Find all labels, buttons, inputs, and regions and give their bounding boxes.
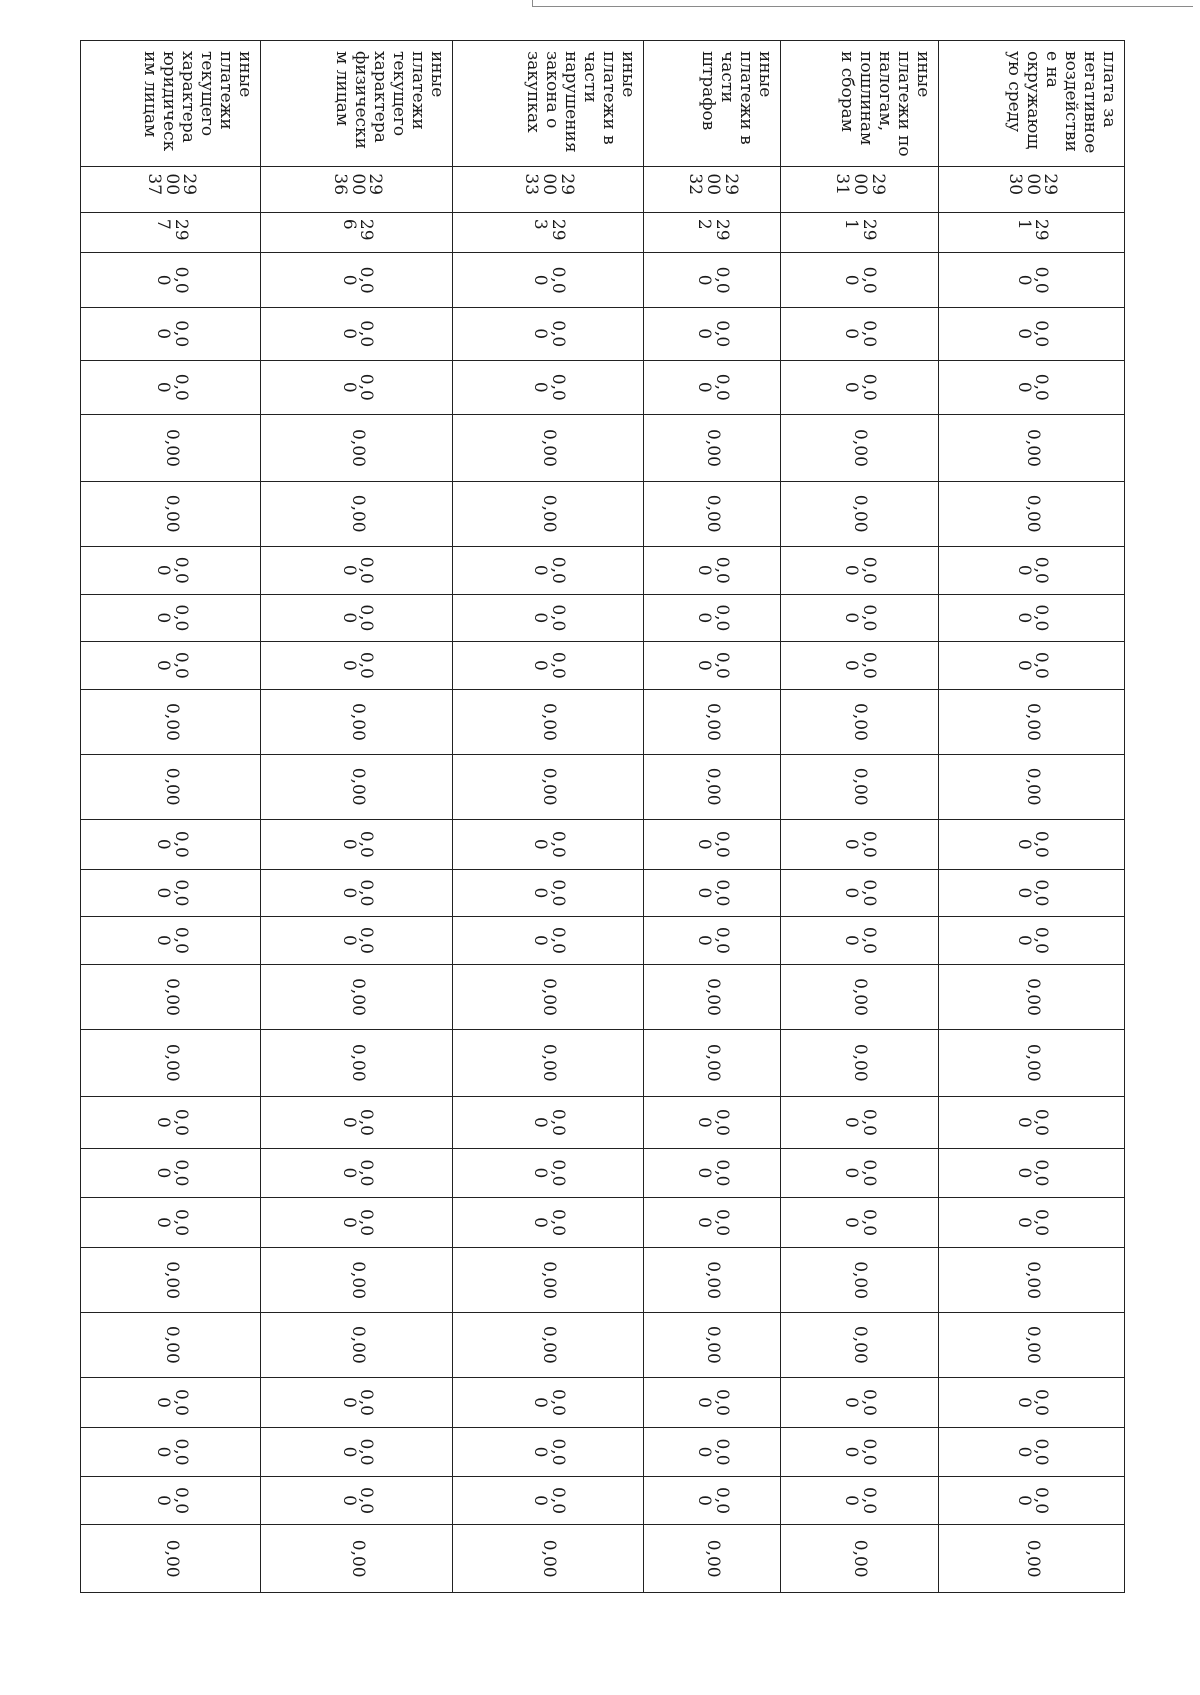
value-cell: 0,00 (81, 754, 261, 819)
value-cell: 0,0 0 (261, 307, 452, 360)
value-cell: 0,00 (261, 690, 452, 755)
row-name-line: воздействи (1060, 51, 1081, 152)
value-cell: 0,0 0 (81, 870, 261, 917)
row-name-line: налогам, (875, 51, 896, 132)
value-cell: 0,00 (939, 754, 1125, 819)
value-cell: 0,0 0 (81, 1476, 261, 1525)
row-name-cell (644, 41, 781, 167)
row-subcode-part: 2 (693, 218, 714, 230)
row-name-line: м лицам (331, 51, 352, 127)
value-cell: 0,00 (452, 1029, 643, 1096)
value-cell: 0,0 0 (452, 1476, 643, 1525)
value-cell: 0,0 0 (644, 1197, 781, 1248)
value-cell: 0,0 0 (81, 595, 261, 642)
row-name-line: окружающ (1022, 51, 1043, 150)
row-name-line: части (716, 51, 737, 103)
row-code-part: 37 (143, 173, 164, 196)
row-subcode-part: 3 (529, 218, 550, 230)
value-cell: 0,00 (644, 1312, 781, 1377)
value-cell: 0,0 0 (644, 641, 781, 690)
value-cell: 0,0 0 (261, 595, 452, 642)
value-cell: 0,0 0 (81, 916, 261, 965)
value-cell: 0,0 0 (452, 546, 643, 595)
row-subcode-part: 29 (170, 218, 191, 241)
value-cell: 0,00 (81, 1029, 261, 1096)
value-cell: 0,00 (644, 481, 781, 546)
value-cell: 0,0 0 (939, 360, 1125, 415)
value-cell: 0,00 (780, 1248, 939, 1313)
value-cell: 0,00 (644, 965, 781, 1030)
value-cell: 0,0 0 (939, 595, 1125, 642)
value-cell: 0,00 (261, 965, 452, 1030)
table-row (780, 41, 939, 1660)
row-subcode-part: 1 (841, 218, 862, 230)
value-cell: 0,00 (81, 481, 261, 546)
value-cell: 0,0 0 (81, 546, 261, 595)
row-code-cell (939, 167, 1125, 213)
value-cell: 0,0 0 (452, 870, 643, 917)
value-cell: 0,00 (261, 1312, 452, 1377)
value-cell: 0,0 0 (780, 1377, 939, 1428)
row-subcode-part: 7 (152, 218, 173, 230)
value-cell: 0,00 (261, 1029, 452, 1096)
table-row (452, 41, 643, 1660)
value-cell: 0,0 0 (939, 1149, 1125, 1198)
value-cell: 0,0 0 (780, 819, 939, 870)
value-cell: 0,00 (261, 1248, 452, 1313)
value-cell: 0,0 0 (452, 1428, 643, 1477)
value-cell: 0,00 (452, 481, 643, 546)
row-name-line: им лицам (140, 51, 161, 138)
row-name-cell (452, 41, 643, 167)
value-cell: 0,0 0 (644, 360, 781, 415)
value-cell: 0,0 0 (939, 870, 1125, 917)
row-name-line: характера (369, 51, 390, 143)
value-cell: 0,00 (939, 690, 1125, 755)
value-cell: 0,0 0 (780, 253, 939, 308)
value-cell: 0,0 0 (780, 1197, 939, 1248)
value-cell: 0,00 (780, 1525, 939, 1593)
value-cell: 0,00 (939, 1248, 1125, 1313)
value-cell: 0,00 (780, 690, 939, 755)
value-cell: 0,0 0 (261, 1197, 452, 1248)
row-code-part: 00 (850, 173, 871, 196)
value-cell: 0,0 0 (81, 1096, 261, 1149)
row-name-cell (939, 41, 1125, 167)
value-cell: 0,0 0 (644, 870, 781, 917)
value-cell: 0,0 0 (644, 1096, 781, 1149)
row-code-part: 29 (365, 173, 386, 196)
value-cell: 0,00 (780, 1312, 939, 1377)
value-cell: 0,0 0 (261, 1476, 452, 1525)
value-cell: 0,0 0 (81, 1149, 261, 1198)
value-cell: 0,0 0 (452, 1149, 643, 1198)
value-cell: 0,0 0 (939, 546, 1125, 595)
value-cell: 0,0 0 (452, 819, 643, 870)
row-name-line: негативное (1079, 51, 1100, 154)
value-cell: 0,00 (780, 481, 939, 546)
value-cell: 0,0 0 (261, 1377, 452, 1428)
row-name-line: платежи в (735, 51, 756, 145)
row-subcode-cell (644, 212, 781, 252)
row-name-line: платежи по (894, 51, 915, 157)
rotated-table-sheet (80, 40, 1125, 1660)
row-name-line: характера (178, 51, 199, 143)
value-cell: 0,00 (452, 754, 643, 819)
row-name-line: иные (754, 51, 775, 98)
value-cell: 0,0 0 (261, 870, 452, 917)
row-subcode-cell (81, 212, 261, 252)
value-cell: 0,0 0 (644, 595, 781, 642)
row-code-part: 00 (1022, 173, 1043, 196)
row-code-part: 29 (720, 173, 741, 196)
table-row (644, 41, 781, 1660)
value-cell: 0,0 0 (261, 641, 452, 690)
row-subcode-part: 1 (1013, 218, 1034, 230)
value-cell: 0,0 0 (261, 1096, 452, 1149)
value-cell: 0,00 (644, 1029, 781, 1096)
value-cell: 0,00 (452, 1312, 643, 1377)
value-cell: 0,00 (939, 415, 1125, 482)
value-cell: 0,0 0 (644, 1377, 781, 1428)
value-cell: 0,0 0 (644, 916, 781, 965)
value-cell: 0,00 (452, 1525, 643, 1593)
value-cell: 0,00 (780, 415, 939, 482)
value-cell: 0,00 (81, 965, 261, 1030)
value-cell: 0,0 0 (780, 1096, 939, 1149)
value-cell: 0,0 0 (81, 307, 261, 360)
value-cell: 0,00 (452, 965, 643, 1030)
value-cell: 0,0 0 (452, 307, 643, 360)
value-cell: 0,00 (780, 1029, 939, 1096)
value-cell: 0,00 (81, 1312, 261, 1377)
value-cell: 0,00 (780, 965, 939, 1030)
row-name-line: закупках (522, 51, 543, 133)
row-name-line: иные (235, 51, 256, 98)
table-row (81, 41, 261, 1660)
value-cell: 0,0 0 (644, 1476, 781, 1525)
value-cell: 0,00 (939, 1312, 1125, 1377)
row-subcode-cell (780, 212, 939, 252)
row-name-line: юридическ (159, 51, 180, 152)
row-code-cell (644, 167, 781, 213)
value-cell: 0,0 0 (81, 1197, 261, 1248)
value-cell: 0,0 0 (81, 360, 261, 415)
row-name-line: части (579, 51, 600, 103)
value-cell: 0,00 (81, 1248, 261, 1313)
row-code-part: 00 (538, 173, 559, 196)
value-cell: 0,00 (939, 1525, 1125, 1593)
value-cell: 0,00 (644, 690, 781, 755)
value-cell: 0,0 0 (644, 307, 781, 360)
row-subcode-part: 6 (338, 218, 359, 230)
value-cell: 0,00 (261, 1525, 452, 1593)
row-code-part: 00 (161, 173, 182, 196)
value-cell: 0,0 0 (452, 360, 643, 415)
row-subcode-cell (261, 212, 452, 252)
value-cell: 0,0 0 (452, 916, 643, 965)
row-code-cell (780, 167, 939, 213)
value-cell: 0,00 (452, 1248, 643, 1313)
value-cell: 0,0 0 (81, 641, 261, 690)
row-code-cell (81, 167, 261, 213)
value-cell: 0,0 0 (452, 595, 643, 642)
value-cell: 0,00 (261, 754, 452, 819)
value-cell: 0,0 0 (939, 253, 1125, 308)
row-code-cell (261, 167, 452, 213)
value-cell: 0,00 (644, 415, 781, 482)
row-code-part: 29 (556, 173, 577, 196)
row-code-part: 36 (329, 173, 350, 196)
row-name-line: пошлинам (856, 51, 877, 146)
value-cell: 0,0 0 (452, 641, 643, 690)
value-cell: 0,0 0 (81, 1377, 261, 1428)
value-cell: 0,0 0 (939, 1197, 1125, 1248)
value-cell: 0,00 (939, 965, 1125, 1030)
value-cell: 0,00 (81, 1525, 261, 1593)
row-name-line: иные (913, 51, 934, 98)
value-cell: 0,0 0 (261, 819, 452, 870)
value-cell: 0,0 0 (81, 819, 261, 870)
payments-table (80, 40, 1125, 1660)
row-name-line: е на (1041, 51, 1062, 88)
value-cell: 0,0 0 (644, 1428, 781, 1477)
row-name-line: и сборам (837, 51, 858, 132)
row-name-line: штрафов (697, 51, 718, 131)
value-cell: 0,0 0 (939, 916, 1125, 965)
row-code-cell (452, 167, 643, 213)
row-code-part: 29 (1040, 173, 1061, 196)
value-cell: 0,0 0 (81, 1428, 261, 1477)
row-code-part: 00 (347, 173, 368, 196)
row-name-line: нарушения (560, 51, 581, 153)
row-name-line: физически (350, 51, 371, 150)
value-cell: 0,00 (452, 415, 643, 482)
row-subcode-part: 29 (711, 218, 732, 241)
value-cell: 0,0 0 (261, 916, 452, 965)
row-name-line: текущего (388, 51, 409, 137)
row-name-line: закона о (541, 51, 562, 129)
value-cell: 0,00 (644, 754, 781, 819)
value-cell: 0,0 0 (644, 1149, 781, 1198)
row-code-part: 31 (832, 173, 853, 196)
row-name-line: плата за (1099, 51, 1119, 128)
value-cell: 0,0 0 (644, 253, 781, 308)
row-name-line: ую среду (1003, 51, 1024, 133)
row-subcode-cell (939, 212, 1125, 252)
row-subcode-cell (452, 212, 643, 252)
value-cell: 0,00 (644, 1525, 781, 1593)
row-code-part: 00 (702, 173, 723, 196)
value-cell: 0,0 0 (780, 595, 939, 642)
row-name-cell (780, 41, 939, 167)
value-cell: 0,0 0 (780, 360, 939, 415)
value-cell: 0,00 (939, 481, 1125, 546)
value-cell: 0,0 0 (81, 253, 261, 308)
value-cell: 0,0 0 (452, 253, 643, 308)
value-cell: 0,0 0 (939, 1476, 1125, 1525)
row-name-line: иные (618, 51, 639, 98)
value-cell: 0,00 (644, 1248, 781, 1313)
scan-edge-line (532, 0, 1193, 7)
value-cell: 0,0 0 (452, 1096, 643, 1149)
value-cell: 0,0 0 (780, 546, 939, 595)
value-cell: 0,0 0 (780, 1476, 939, 1525)
row-subcode-part: 29 (547, 218, 568, 241)
value-cell: 0,0 0 (780, 1149, 939, 1198)
row-name-cell (81, 41, 261, 167)
row-code-part: 29 (868, 173, 889, 196)
value-cell: 0,00 (261, 481, 452, 546)
value-cell: 0,0 0 (939, 1428, 1125, 1477)
value-cell: 0,0 0 (644, 819, 781, 870)
value-cell: 0,0 0 (261, 360, 452, 415)
row-subcode-part: 29 (859, 218, 880, 241)
value-cell: 0,0 0 (452, 1197, 643, 1248)
row-code-part: 32 (684, 173, 705, 196)
row-name-line: платежи (407, 51, 428, 130)
value-cell: 0,0 0 (261, 546, 452, 595)
value-cell: 0,00 (939, 1029, 1125, 1096)
value-cell: 0,0 0 (780, 1428, 939, 1477)
row-subcode-part: 29 (1031, 218, 1052, 241)
value-cell: 0,0 0 (939, 307, 1125, 360)
value-cell: 0,0 0 (780, 307, 939, 360)
value-cell: 0,00 (261, 415, 452, 482)
value-cell: 0,00 (81, 415, 261, 482)
value-cell: 0,00 (452, 690, 643, 755)
value-cell: 0,0 0 (452, 1377, 643, 1428)
row-subcode-part: 29 (356, 218, 377, 241)
value-cell: 0,0 0 (780, 916, 939, 965)
value-cell: 0,0 0 (261, 1428, 452, 1477)
row-name-line: текущего (197, 51, 218, 137)
row-name-cell (261, 41, 452, 167)
row-code-part: 29 (179, 173, 200, 196)
table-row (939, 41, 1125, 1660)
value-cell: 0,00 (81, 690, 261, 755)
value-cell: 0,0 0 (939, 1096, 1125, 1149)
value-cell: 0,0 0 (261, 253, 452, 308)
value-cell: 0,0 0 (780, 870, 939, 917)
row-name-line: платежи в (599, 51, 619, 145)
table-row (261, 41, 452, 1660)
row-name-line: платежи (216, 51, 237, 130)
row-code-part: 33 (520, 173, 541, 196)
value-cell: 0,0 0 (261, 1149, 452, 1198)
value-cell: 0,0 0 (939, 1377, 1125, 1428)
value-cell: 0,0 0 (939, 641, 1125, 690)
value-cell: 0,0 0 (644, 546, 781, 595)
value-cell: 0,0 0 (939, 819, 1125, 870)
row-code-part: 30 (1004, 173, 1025, 196)
row-name-line: иные (426, 51, 447, 98)
value-cell: 0,00 (780, 754, 939, 819)
value-cell: 0,0 0 (780, 641, 939, 690)
